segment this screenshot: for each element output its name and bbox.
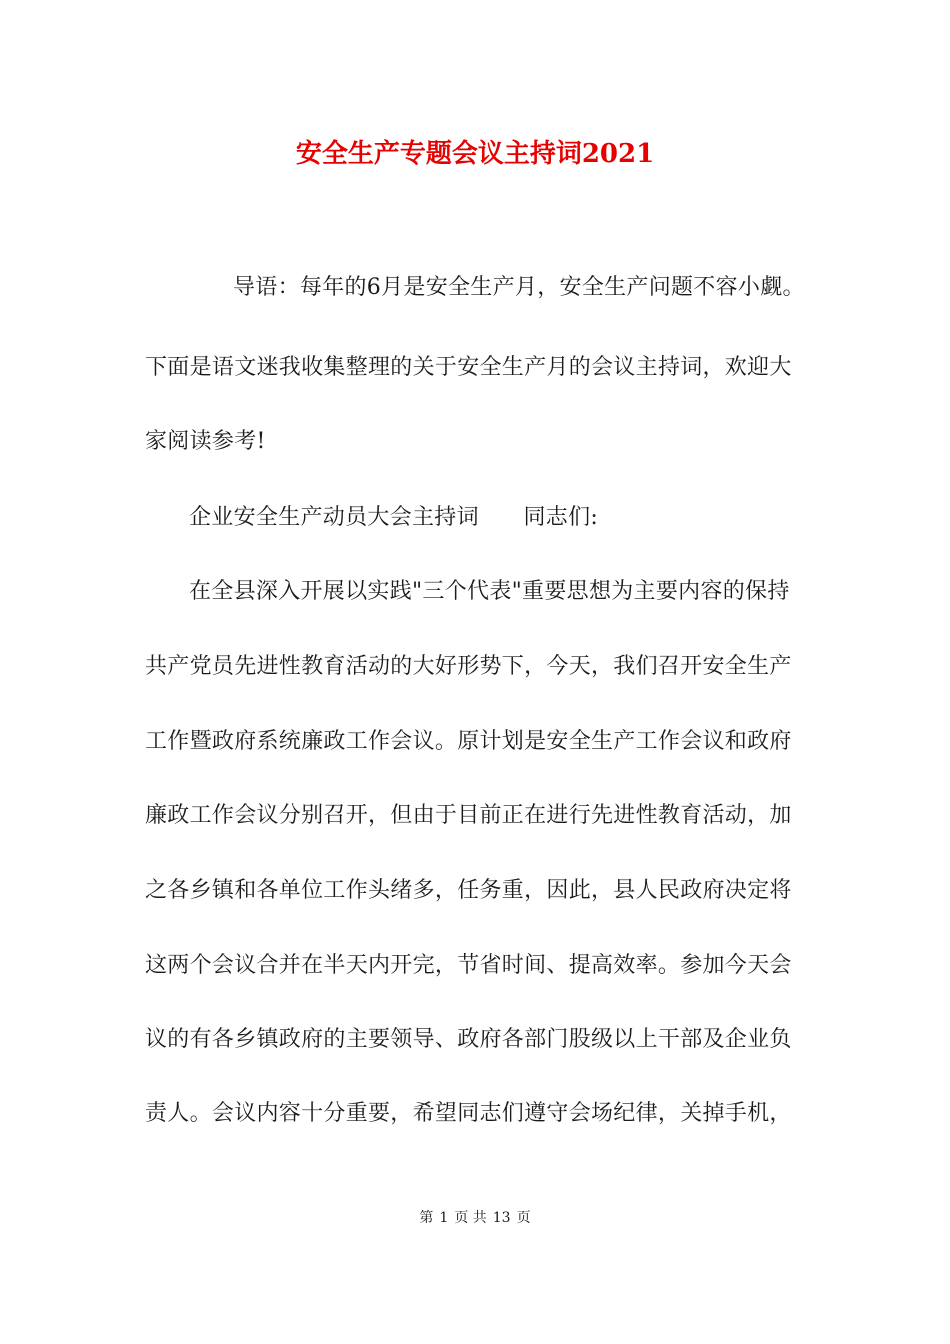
paragraph-line-7: 工作暨政府系统廉政工作会议。原计划是安全生产工作会议和政府 [145, 729, 792, 754]
paragraph-line-3: 家阅读参考! [145, 429, 266, 454]
paragraph-line-1: 导语：每年的6月是安全生产月，安全生产问题不容小觑。 [233, 275, 805, 300]
footer-current-page: 1 [439, 1210, 449, 1226]
section-heading-line: 企业安全生产动员大会主持词 同志们: [189, 505, 599, 530]
paragraph-line-9: 之各乡镇和各单位工作头绪多，任务重，因此，县人民政府决定将 [145, 878, 792, 903]
paragraph-line-2: 下面是语文迷我收集整理的关于安全生产月的会议主持词，欢迎大 [145, 355, 792, 380]
page-footer [0, 1206, 950, 1230]
footer-total-pages: 13 [492, 1210, 511, 1226]
paragraph-line-8: 廉政工作会议分别召开，但由于目前正在进行先进性教育活动，加 [145, 803, 792, 828]
footer-middle: 页 共 [454, 1210, 487, 1226]
paragraph-line-10: 这两个会议合并在半天内开完，节省时间、提高效率。参加今天会 [145, 953, 792, 978]
paragraph-line-11: 议的有各乡镇政府的主要领导、政府各部门股级以上干部及企业负 [145, 1027, 792, 1052]
footer-prefix: 第 [419, 1210, 434, 1226]
paragraph-line-5: 在全县深入开展以实践"三个代表"重要思想为主要内容的保持 [189, 579, 790, 604]
paragraph-line-6: 共产党员先进性教育活动的大好形势下，今天，我们召开安全生产 [145, 654, 792, 679]
paragraph-line-12: 责人。会议内容十分重要，希望同志们遵守会场纪律，关掉手机， [145, 1101, 792, 1126]
document-title: 安全生产专题会议主持词2021 [295, 139, 655, 169]
footer-suffix: 页 [516, 1210, 531, 1226]
